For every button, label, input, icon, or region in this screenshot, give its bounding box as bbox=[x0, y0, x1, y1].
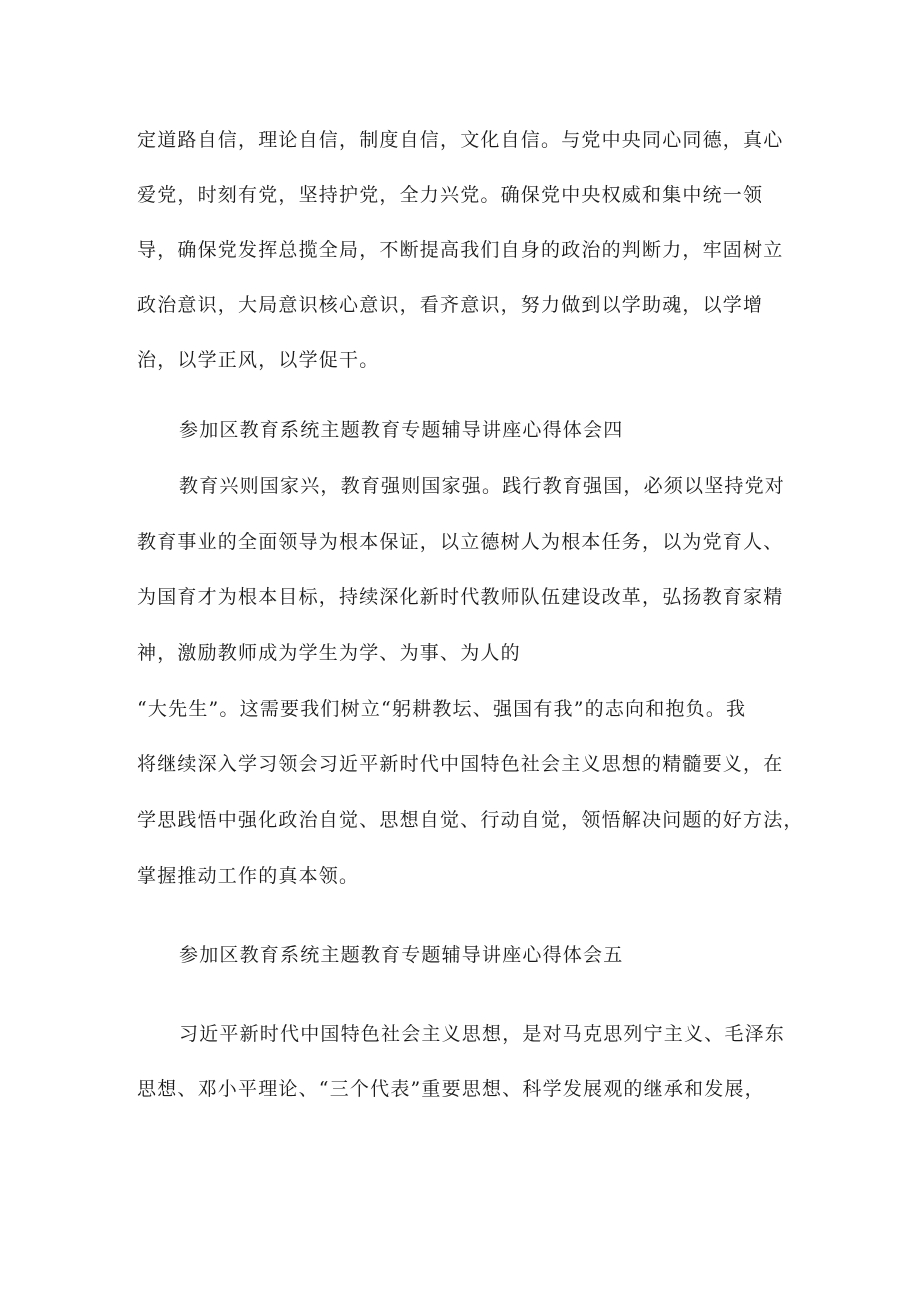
paragraph-line: 教育事业的全面领导为根本保证，以立德树人为根本任务，以为党育人、 bbox=[137, 531, 784, 553]
paragraph-line: 习近平新时代中国特色社会主义思想，是对马克思列宁主义、毛泽东 bbox=[179, 1023, 786, 1045]
paragraph-line: “大先生”。这需要我们树立“躬耕教坛、强国有我”的志向和抱负。我 bbox=[137, 698, 747, 720]
paragraph-line: 为国育才为根本目标，持续深化新时代教师队伍建设改革，弘扬教育家精 bbox=[137, 586, 784, 608]
paragraph-line: 学思践悟中强化政治自觉、思想自觉、行动自觉，领悟解决问题的好方法， bbox=[137, 809, 804, 831]
paragraph-line: 治，以学正风，以学促干。 bbox=[137, 349, 380, 371]
paragraph-line: 爱党，时刻有党，坚持护党，全力兴党。确保党中央权威和集中统一领 bbox=[137, 184, 764, 206]
paragraph-line: 导，确保党发挥总揽全局，不断提高我们自身的政治的判断力，牢固树立 bbox=[137, 239, 784, 261]
paragraph-line: 政治意识，大局意识核心意识，看齐意识，努力做到以学助魂，以学增 bbox=[137, 294, 764, 316]
paragraph-line: 思想、邓小平理论、“三个代表”重要思想、科学发展观的继承和发展， bbox=[137, 1078, 765, 1100]
paragraph-line: 神，激励教师成为学生为学、为事、为人的 bbox=[137, 642, 521, 664]
paragraph-line: 定道路自信，理论自信，制度自信，文化自信。与党中央同心同德，真心 bbox=[137, 129, 784, 151]
paragraph-line: 教育兴则国家兴，教育强则国家强。践行教育强国，必须以坚持党对 bbox=[179, 475, 786, 497]
section-heading-4: 参加区教育系统主题教育专题辅导讲座心得体会四 bbox=[179, 419, 624, 441]
section-heading-5: 参加区教育系统主题教育专题辅导讲座心得体会五 bbox=[179, 944, 624, 966]
paragraph-line: 将继续深入学习领会习近平新时代中国特色社会主义思想的精髓要义，在 bbox=[137, 753, 784, 775]
paragraph-line: 掌握推动工作的真本领。 bbox=[137, 865, 360, 887]
